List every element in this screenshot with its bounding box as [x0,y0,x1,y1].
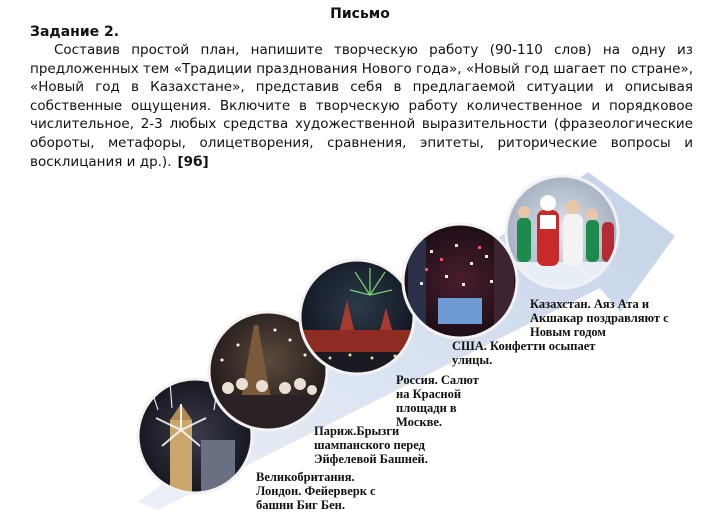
caption-usa: США. Конфетти осыпает улицы. [452,339,596,367]
caption-kazakhstan: Казахстан. Аяз Ата и Акшакар поздравляют с Новым годом [530,297,669,339]
caption-uk: Великобритания. Лондон. Фейерверк с башни Биг Бен. [256,470,376,512]
points-badge: [9б] [177,153,209,170]
caption-paris: Париж.Брызги шампанского перед Эйфелевой Башней. [314,424,428,466]
page-title: Письмо [330,6,390,22]
task-body: Составив простой план, напишите творческую работу (90-110 слов) на одну из предложенных тем «Традиции празднования Нового года», «Новый год шагает по стране», «Новый год в Казахстане», представив себя в предлагаемой ситуации и описывая собственные ощущения. Включите в творческую работу количественное и порядковое числительное, 2-3 любых средства художественной выразительности (фразеологические обороты, метафоры, олицетворения, сравнения, эпитеты, риторические вопросы и восклицания и др.). [30,42,693,170]
caption-russia: Россия. Салют на Красной площади в Москве. [396,373,479,429]
task-title: Задание 2. [30,24,120,40]
